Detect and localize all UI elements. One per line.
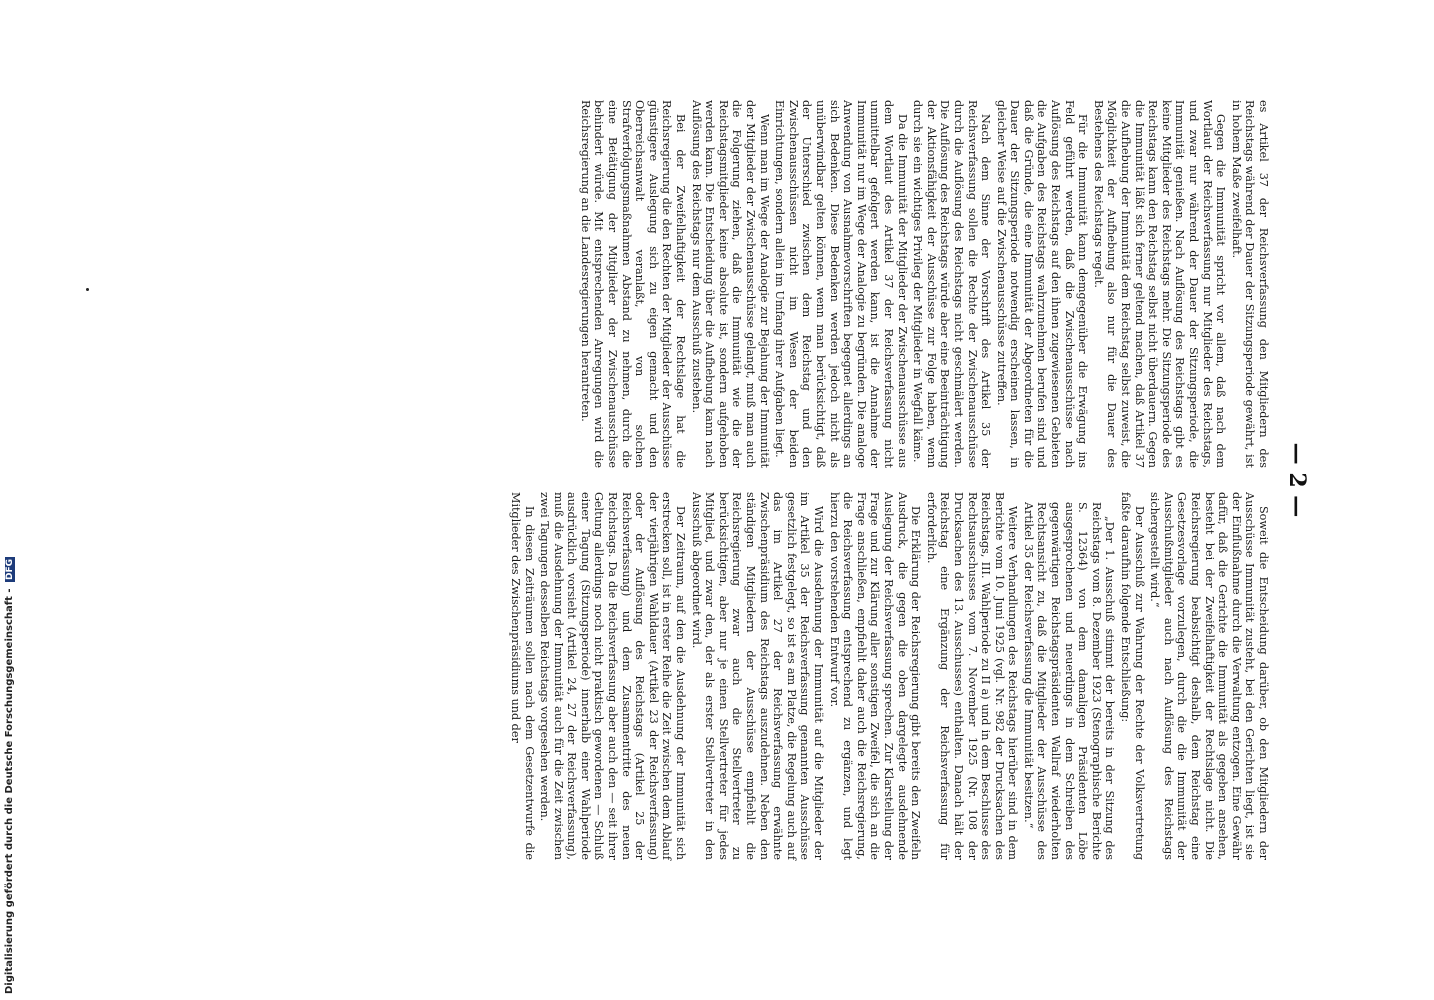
column-left — [120, 100, 1270, 468]
column-right — [120, 492, 1270, 860]
page-number: — 2 — — [1284, 442, 1310, 518]
quoted-resolution: „Der 1. Ausschuß stimmt der bereits in der Sitzung des Reichstags vom 8. Dezember 1923 (Stenographische Berichte S. 12364) von dem damaligen Präsidenten Löbe ausgesprochenen und neuerdings in dem Schreiben des gegenwärtigen Reichstagspräsidenten Wallraf wiederholten Rechtsansicht zu, daß die Mitglieder der Ausschüsse des Artikel 35 der Reichsverfassung die Immunität besitzen.“ — [1021, 502, 1117, 860]
paragraph: Nach dem Sinne der Vorschrift des Artikel 35 der Reichsverfassung sollen die Rechte der Zwischenausschüsse durch die Auflösung des Reichstags nicht geschmälert werden. Die Auflösung des Reichstags würde aber eine Beeinträchtigung der Aktionsfähigkeit der Ausschüsse zur Folge haben, wenn durch sie ein wichtiges Privileg der Mitglieder in Wegfall käme. — [911, 100, 993, 468]
text-columns — [120, 100, 1270, 860]
digitization-credit — [4, 557, 15, 994]
rotated-document — [10, 100, 1310, 860]
paragraph: Soweit die Entscheidung darüber, ob den Mitgliedern der Ausschüsse Immunität zusteht, bei den Gerichten liegt, ist sie der Einflußnahme durch die Verwaltung entzogen. Eine Gewähr dafür, daß die Gerichte die Immunität als gegeben ansehen, besteht bei der Zweifelhaftigkeit der Rechtslage nicht. Die Reichsregierung beabsichtigt deshalb, dem Reichstag eine Gesetzesvorlage vorzulegen, durch die die Immunität der Ausschußmitglieder auch nach Auflösung des Reichstags sichergestellt wird.“ — [1148, 492, 1270, 860]
paragraph: Wird die Ausdehnung der Immunität auf die Mitglieder der im Artikel 35 der Reichsverfassung genannten Ausschüsse gesetzlich festgelegt, so ist es am Platze, die Regelung auch auf das im Artikel 27 der Reichsverfassung erwähnte Zwischenpräsidium des Reichstags auszudehnen. Neben den ständigen Mitgliedern der Ausschüsse empfiehlt die Reichsregierung zwar auch die Stellvertreter zu berücksichtigen, aber nur je einen Stellvertreter für jedes Mitglied, und zwar den, der als erster Stellvertreter in den Ausschuß abgeordnet wird. — [689, 492, 825, 860]
paragraph: Bei der Zweifelhaftigkeit der Rechtslage hat die Reichsregierung die den Rechten der Mitglieder der Ausschüsse günstigere Auslegung sich zu eigen gemacht und den Oberreichsanwalt veranlaßt, von solchen Strafverfolgungsmaßnahmen Abstand zu nehmen, durch die eine Betätigung der Mitglieder der Zwischenausschüsse behindert würde. Mit entsprechenden Anregungen wird die Reichsregierung an die Landesregierungen herantreten. — [578, 100, 688, 468]
paragraph: In diesen Zeiträumen sollen nach dem Gesetzentwurfe die Mitglieder des Zwischenpräsidiums und der — [508, 492, 536, 860]
paragraph: Wenn man im Wege der Analogie zur Bejahung der Immunität der Mitglieder der Zwischenausschüsse gelangt, muß man auch die Folgerung ziehen, daß die Immunität wie die der Reichstagsmitglieder keine absolute ist, sondern aufgehoben werden kann. Die Entscheidung über die Aufhebung kann nach Auflösung des Reichstags nur dem Ausschuß zustehen. — [689, 100, 771, 468]
paragraph: Für die Immunität kann demgegenüber die Erwägung ins Feld geführt werden, daß die Zwischenausschüsse nach Auflösung des Reichstags auf den ihnen zugewiesenen Gebieten die Aufgaben des Reichstags wahrzunehmen berufen sind und daß die Gründe, die eine Immunität der Abgeordneten für die Dauer der Sitzungsperiode notwendig erscheinen lassen, in gleicher Weise auf die Zwischenausschüsse zutreffen. — [994, 100, 1090, 468]
paragraph: Weitere Verhandlungen des Reichstags hierüber sind in dem Berichte vom 10. Juni 1925 (vgl. Nr. 982 der Drucksachen des Reichstags, III. Wahlperiode zu II a) und in dem Beschlusse des Rechtsausschusses vom 7. November 1925 (Nr. 108 der Drucksachen des 13. Ausschusses) enthalten. Danach hält der Reichstag eine Ergänzung der Reichsverfassung für erforderlich. — [924, 492, 1020, 860]
credit-text: Digitalisierung gefördert durch die Deutsche Forschungsgemeinschaft - — [4, 588, 15, 994]
dfg-logo-icon: DFG — [5, 558, 15, 580]
paragraph: Da die Immunität der Mitglieder der Zwischenausschüsse aus dem Wortlaut des Artikel 37 der Reichsverfassung nicht unmittelbar gefolgert werden kann, ist die Annahme der Immunität nur im Wege der Analogie zu begründen. Die analoge Anwendung von Ausnahmevorschriften begegnet allerdings an sich Bedenken. Diese Bedenken werden jedoch nicht als unüberwindbar gelten können, wenn man berücksichtigt, daß der Unterschied zwischen dem Reichstag und den Zwischenausschüssen nicht im Wesen der beiden Einrichtungen, sondern allein im Umfang ihrer Aufgaben liegt. — [773, 100, 909, 468]
paragraph: Der Ausschuß zur Wahrung der Rechte der Volksvertretung faßte daraufhin folgende Entschließung: — [1119, 492, 1146, 860]
paragraph: Die Erklärung der Reichsregierung gibt bereits den Zweifeln Ausdruck, die gegen die oben dargelegte ausdehnende Auslegung der Reichsverfassung sprechen. Zur Klarstellung der Frage und zur Klärung aller sonstigen Zweifel, die sich an die Frage anschließen, empfiehlt daher auch die Reichsregierung, die Reichsverfassung entsprechend zu ergänzen, und legt hierzu den vorstehenden Entwurf vor. — [827, 492, 923, 860]
paragraph: es Artikel 37 der Reichsverfassung den Mitgliedern des Reichstags während der Dauer der Sitzungsperiode gewährt, ist in hohem Maße zweifelhaft. — [1229, 100, 1270, 468]
paragraph: Der Zeitraum, auf den die Ausdehnung der Immunität sich erstrecken soll, ist in erster Reihe die Zeit zwischen dem Ablauf der vierjährigen Wahldauer (Artikel 23 der Reichsverfassung) oder der Auflösung des Reichstags (Artikel 25 der Reichsverfassung) und dem Zusammentritte des neuen Reichstags. Da die Reichsverfassung aber auch den — seit ihrer Geltung allerdings noch nicht praktisch gewordenen — Schluß einer Tagung (Sitzungsperiode) innerhalb einer Wahlperiode ausdrücklich vorsieht (Artikel 24, 27 der Reichsverfassung), muß die Ausdehnung der Immunität auch für die Zeit zwischen zwei Tagungen desselben Reichstags vorgesehen werden. — [538, 492, 688, 860]
paragraph: Gegen die Immunität spricht vor allem, daß nach dem Wortlaut der Reichsverfassung nur Mitglieder des Reichstags, und zwar nur während der Dauer der Sitzungsperiode, die Immunität genießen. Nach Auflösung des Reichstags gibt es keine Mitglieder des Reichstags mehr. Die Sitzungsperiode des Reichstags kann den Reichstag selbst nicht überdauern. Gegen die Immunität läßt sich ferner geltend machen, daß Artikel 37 die Aufhebung der Immunität dem Reichstag selbst zuweist, die Möglichkeit der Aufhebung also nur für die Dauer des Bestehens des Reichstags regelt. — [1091, 100, 1228, 468]
